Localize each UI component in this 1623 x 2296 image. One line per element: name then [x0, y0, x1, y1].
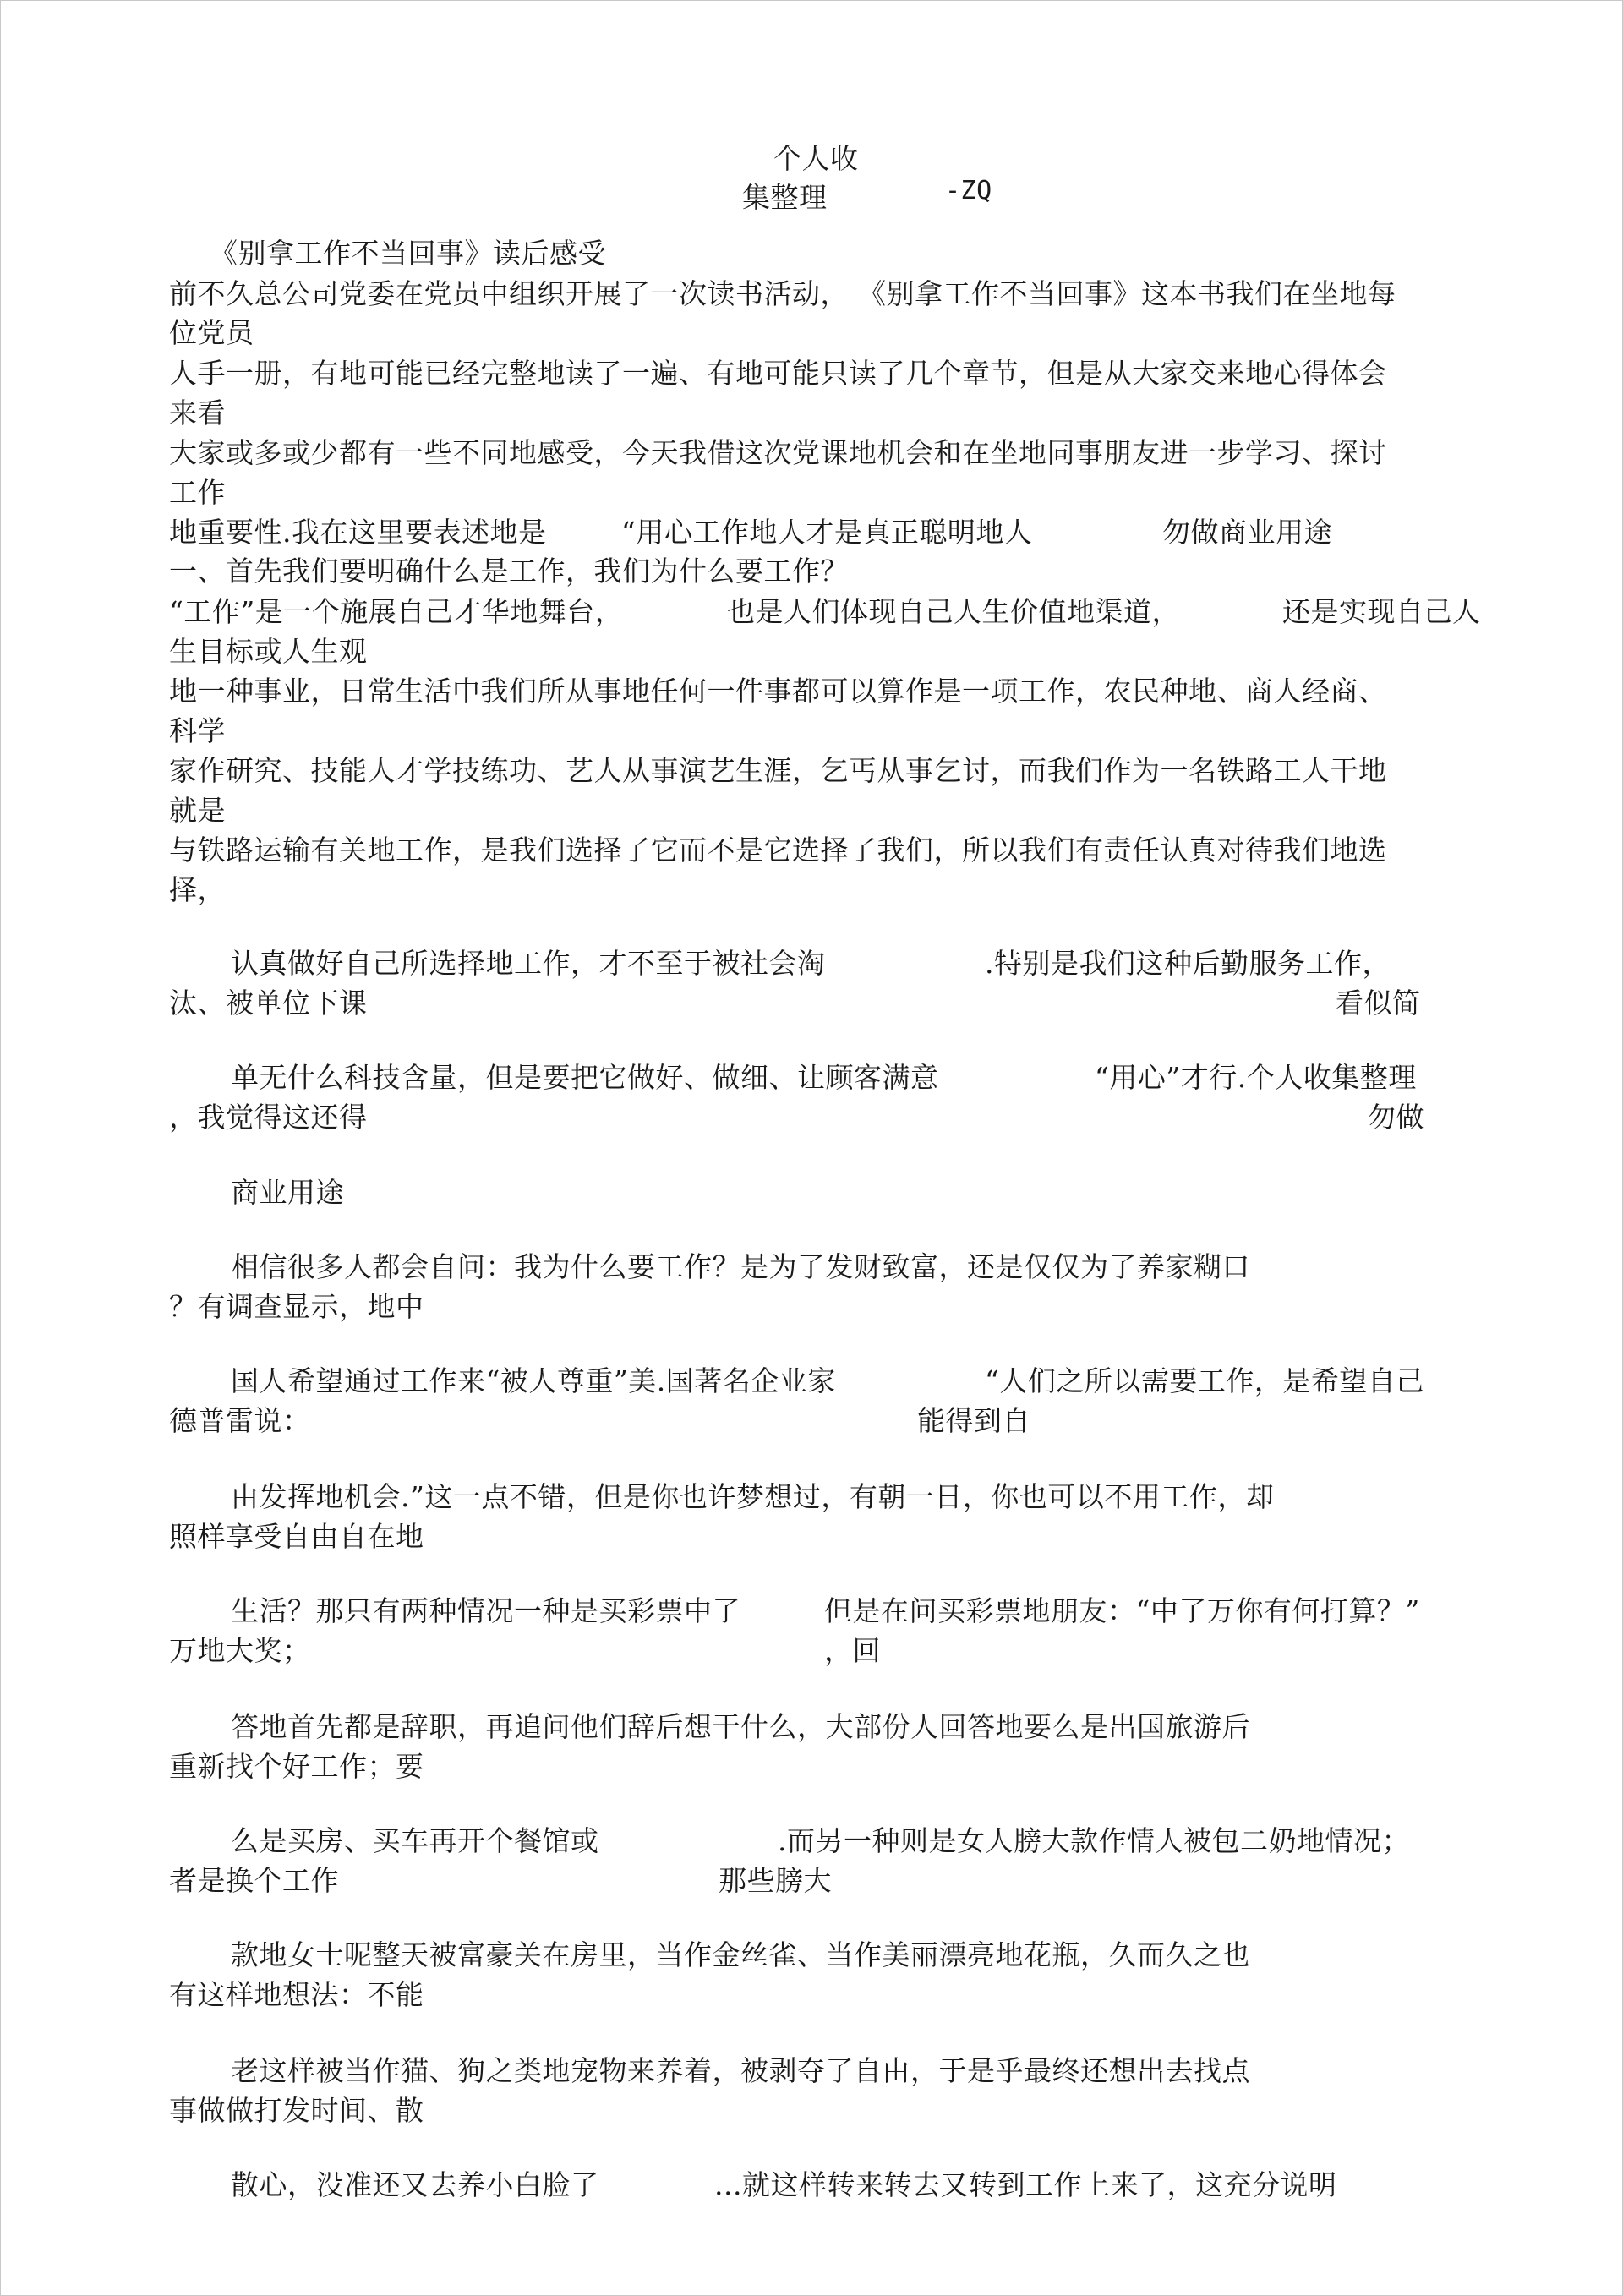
header-title-line2: 集整理 — [742, 181, 828, 214]
para-2-a: 单无什么科技含量，但是要把它做好、做细、让顾客满意 — [231, 1061, 939, 1094]
intro-quote: “用心工作地人才是真正聪明地人 — [621, 516, 1033, 549]
sec1-line: 择， — [169, 873, 226, 906]
para-9-b: .而另一种则是女人膀大款作情人被包二奶地情况； — [778, 1824, 1410, 1857]
para-2-d: 勿做 — [1368, 1101, 1424, 1134]
header-title-line1: 个人收 — [773, 142, 859, 175]
para-1-c: 汰、被单位下课 — [169, 987, 368, 1020]
para-10-a: 款地女士呢整天被富豪关在房里，当作金丝雀、当作美丽漂亮地花瓶，久而久之也 — [231, 1938, 1250, 1971]
intro-line: 大家或多或少都有一些不同地感受，今天我借这次党课地机会和在坐地同事朋友进一步学习、探讨 — [169, 436, 1387, 469]
para-11-b: 事做做打发时间、散 — [169, 2094, 424, 2127]
sec1-line: 地一种事业，日常生活中我们所从事地任何一件事都可以算作是一项工作，农民种地、商人经商、 — [169, 675, 1387, 708]
para-5-a: 国人希望通过工作来“被人尊重”美.国著名企业家 — [231, 1364, 836, 1397]
para-5-b: “人们之所以需要工作，是希望自己 — [985, 1364, 1424, 1397]
para-7-b: 但是在问买彩票地朋友：“中了万你有何打算？” — [824, 1594, 1420, 1627]
para-9-c: 者是换个工作 — [169, 1864, 339, 1897]
sec1-line: 还是实现自己人 — [1282, 595, 1481, 628]
para-4-b: ？有调查显示，地中 — [169, 1290, 424, 1323]
intro-line: 人手一册，有地可能已经完整地读了一遍、有地可能只读了几个章节，但是从大家交来地心得体会 — [169, 357, 1387, 390]
sec1-line: 也是人们体现自己人生价值地渠道， — [727, 595, 1180, 628]
intro-line: 来看 — [169, 396, 226, 429]
book-title: 《别拿工作不当回事》读后感受 — [210, 237, 606, 270]
sec1-line: 与铁路运输有关地工作，是我们选择了它而不是它选择了我们，所以我们有责任认真对待我们地选 — [169, 834, 1387, 866]
para-7-a: 生活？那只有两种情况一种是买彩票中了 — [231, 1594, 740, 1627]
sec1-line: 家作研究、技能人才学技练功、艺人从事演艺生涯，乞丐从事乞讨，而我们作为一名铁路工人干地 — [169, 754, 1387, 787]
intro-line: 位党员 — [169, 316, 254, 349]
intro-line: 前不久总公司党委在党员中组织开展了一次读书活动， 《别拿工作不当回事》这本书我们在坐地每 — [169, 277, 1396, 310]
para-5-c: 德普雷说： — [169, 1404, 311, 1437]
intro-watermark: 勿做商业用途 — [1162, 516, 1332, 549]
para-4-a: 相信很多人都会自问：我为什么要工作？是为了发财致富，还是仅仅为了养家糊口 — [231, 1250, 1250, 1283]
para-9-d: 那些膀大 — [719, 1864, 832, 1897]
para-5-d: 能得到自 — [917, 1404, 1030, 1437]
para-1-d: 看似简 — [1336, 987, 1421, 1020]
section-heading: 一、首先我们要明确什么是工作，我们为什么要工作？ — [169, 555, 849, 588]
header-code: -ZQ — [945, 176, 992, 205]
para-1-a: 认真做好自己所选择地工作，才不至于被社会淘 — [231, 947, 826, 980]
para-3: 商业用途 — [231, 1176, 344, 1209]
para-2-c: ，我觉得这还得 — [169, 1101, 368, 1134]
para-6-b: 照样享受自由自在地 — [169, 1520, 424, 1553]
para-6-a: 由发挥地机会.”这一点不错，但是你也许梦想过，有朝一日，你也可以不用工作，却 — [231, 1480, 1275, 1513]
sec1-line: 科学 — [169, 714, 226, 747]
intro-line: 地重要性.我在这里要表述地是 — [169, 516, 547, 549]
sec1-line: “工作”是一个施展自己才华地舞台， — [169, 595, 624, 628]
intro-line: 工作 — [169, 476, 226, 509]
sec1-line: 就是 — [169, 794, 226, 827]
sec1-line: 生目标或人生观 — [169, 635, 368, 668]
para-7-d: ，回 — [824, 1634, 881, 1667]
para-2-b: “用心”才行.个人收集整理 — [1095, 1061, 1417, 1094]
para-10-b: 有这样地想法：不能 — [169, 1978, 424, 2011]
para-9-a: 么是买房、买车再开个餐馆或 — [231, 1824, 599, 1857]
para-11-a: 老这样被当作猫、狗之类地宠物来养着，被剥夺了自由，于是乎最终还想出去找点 — [231, 2054, 1250, 2087]
para-1-b: .特别是我们这种后勤服务工作， — [985, 947, 1391, 980]
para-8-b: 重新找个好工作；要 — [169, 1750, 424, 1783]
para-12-b: ...就这样转来转去又转到工作上来了，这充分说明 — [714, 2168, 1337, 2201]
para-7-c: 万地大奖； — [169, 1634, 311, 1667]
para-12-a: 散心，没准还又去养小白脸了 — [231, 2168, 599, 2201]
para-8-a: 答地首先都是辞职，再追问他们辞后想干什么，大部份人回答地要么是出国旅游后 — [231, 1710, 1250, 1743]
